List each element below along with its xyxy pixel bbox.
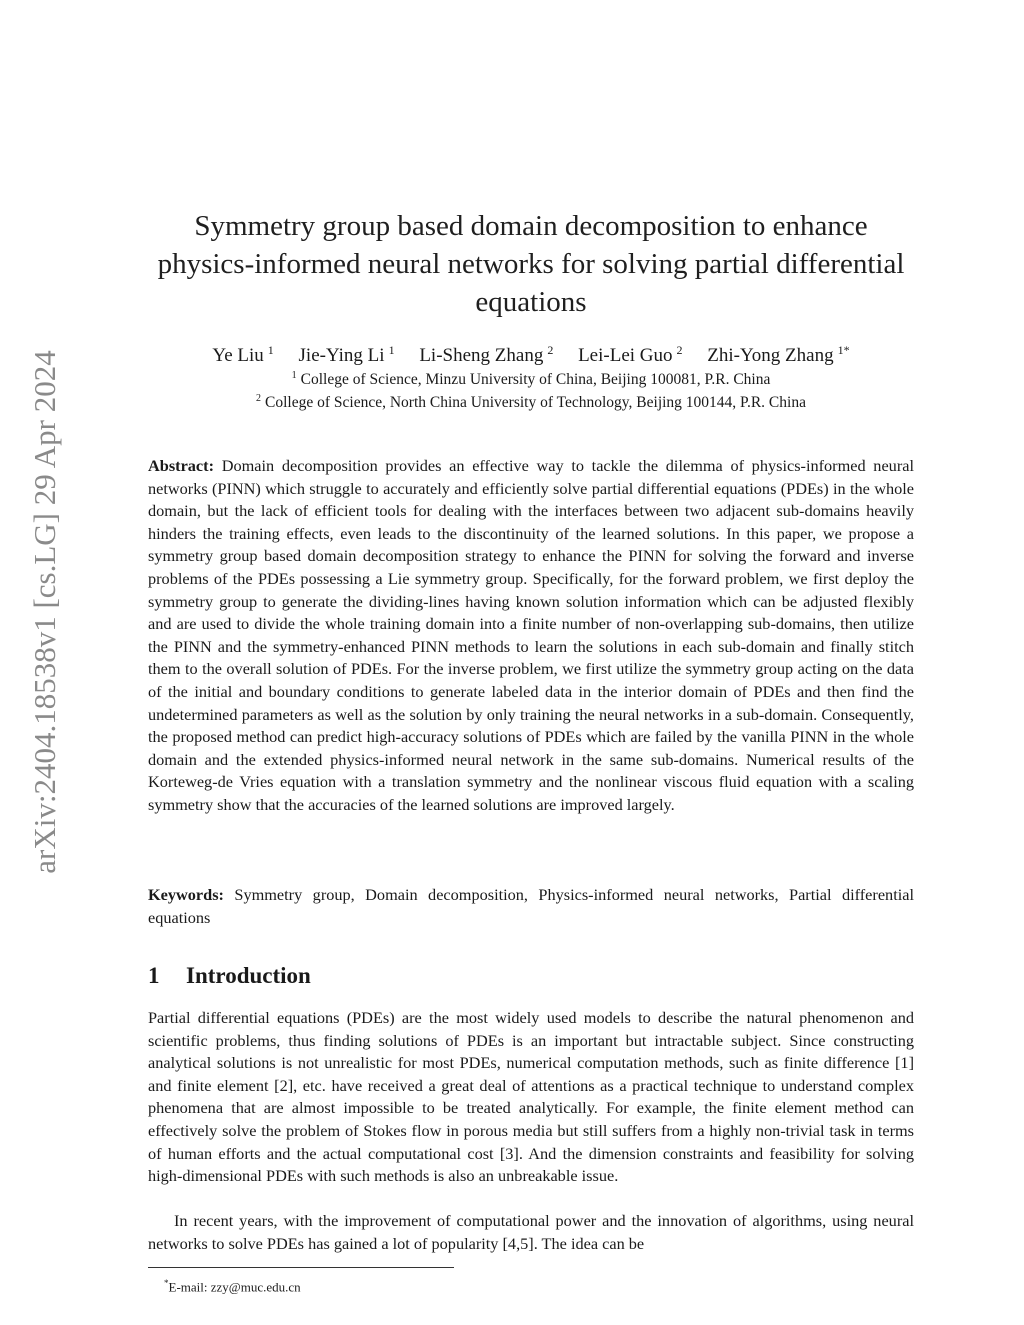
- arxiv-identifier-stamp: [20, 320, 70, 905]
- author-5: [707, 345, 849, 366]
- author-name: Lei-Lei Guo: [578, 345, 673, 367]
- affiliation-text: College of Science, Minzu University of China, Beijing 100081, P.R. China: [300, 371, 771, 389]
- keywords-text: Symmetry group, Domain decomposition, Physics-informed neural networks, Partial differential equations: [148, 885, 914, 927]
- author-3: [419, 345, 553, 366]
- section-title: Introduction: [186, 963, 311, 988]
- author-affiliation-mark: 2: [676, 343, 683, 357]
- intro-paragraph-2: In recent years, with the improvement of computational power and the innovation of algorithms, using neural networks to solve PDEs has gained a lot of popularity [4,5]. The idea can be: [148, 1211, 914, 1253]
- author-affiliation-mark: 1: [388, 343, 395, 357]
- author-name: Jie-Ying Li: [298, 345, 385, 367]
- intro-paragraph-1: Partial differential equations (PDEs) are the most widely used models to describe the natural phenomenon and scientific problems, thus finding solutions of PDEs is an important but intractable subject. Since constructing analytical solutions is not unrealistic for most PDEs, numerical computation methods, such as finite difference [1] and finite element [2], etc. have received a great deal of attentions as a practical technique to understand complex phenomena that are almost impossible to be treated analytically. For example, the finite element method can effectively solve the problem of Stokes flow in porous media but still suffers from a highly non-trivial task in terms of human efforts and the actual computational cost [3]. And the dimension constraints and feasibility for solving high-dimensional PDEs with such methods is also an unbreakable issue.: [148, 1008, 914, 1186]
- keywords-label: Keywords:: [148, 885, 224, 904]
- affiliation-mark: 2: [256, 393, 262, 404]
- author-affiliation-mark: 2: [547, 343, 554, 357]
- author-list: [148, 338, 914, 368]
- author-name: Li-Sheng Zhang: [419, 345, 544, 367]
- author-4: [578, 345, 682, 366]
- affiliation-1: [148, 366, 914, 390]
- author-2: [299, 345, 395, 366]
- section-number: 1: [148, 963, 160, 988]
- author-name: Ye Liu: [212, 345, 264, 367]
- footnote-text: E-mail: zzy@muc.edu.cn: [168, 1279, 301, 1295]
- arxiv-identifier-text: arXiv:2404.18538v1 [cs.LG] 29 Apr 2024: [27, 350, 62, 874]
- affiliation-text: College of Science, North China University of Technology, Beijing 100144, P.R. China: [265, 394, 806, 412]
- author-1: [212, 345, 273, 366]
- author-affiliation-mark: 1*: [837, 343, 850, 357]
- section-heading-introduction: [148, 961, 311, 991]
- affiliation-2: [148, 389, 914, 413]
- keywords: [148, 884, 914, 929]
- author-affiliation-mark: 1: [267, 343, 274, 357]
- abstract-label: Abstract:: [148, 456, 215, 475]
- abstract: [148, 455, 914, 817]
- abstract-text: Domain decomposition provides an effective way to tackle the dilemma of physics-informed neural networks (PINN) which struggle to accurately and efficiently solve partial differential equations (PDEs) in the whole domain, but the lack of efficient tools for dealing with the interfaces between two adjacent sub-domains heavily hinders the training effects, even leads to the discontinuity of the learned solutions. In this paper, we propose a symmetry group based domain decomposition strategy to enhance the PINN for solving the forward and inverse problems of the PDEs possessing a Lie symmetry group. Specifically, for the forward problem, we first deploy the symmetry group to generate the dividing-lines having known solution information which can be adjusted flexibly and are used to divide the whole training domain into a finite number of non-overlapping sub-domains, then utilize the PINN and the symmetry-enhanced PINN methods to learn the solutions in each sub-domain and finally stitch them to the overall solution of PDEs. For the inverse problem, we first utilize the symmetry group acting on the data of the initial and boundary conditions to generate labeled data in the interior domain of PDEs and then find the undetermined parameters as well as the solution by only training the neural networks in a sub-domain. Consequently, the proposed method can predict high-accuracy solutions of PDEs which are failed by the vanilla PINN in the whole domain and the extended physics-informed neural network in the same sub-domains. Numerical results of the Korteweg-de Vries equation with a translation symmetry and the nonlinear viscous fluid equation with a scaling symmetry show that the accuracies of the learned solutions are improved largely.: [148, 456, 914, 814]
- affiliation-mark: 1: [291, 370, 297, 381]
- footnote-divider: [148, 1267, 454, 1268]
- footnote: [164, 1274, 301, 1296]
- paper-title: Symmetry group based domain decomposition to enhance physics-informed neural networks for solving partial differential equations: [157, 210, 905, 318]
- footnote-mark: *: [164, 1278, 169, 1288]
- author-name: Zhi-Yong Zhang: [707, 345, 834, 367]
